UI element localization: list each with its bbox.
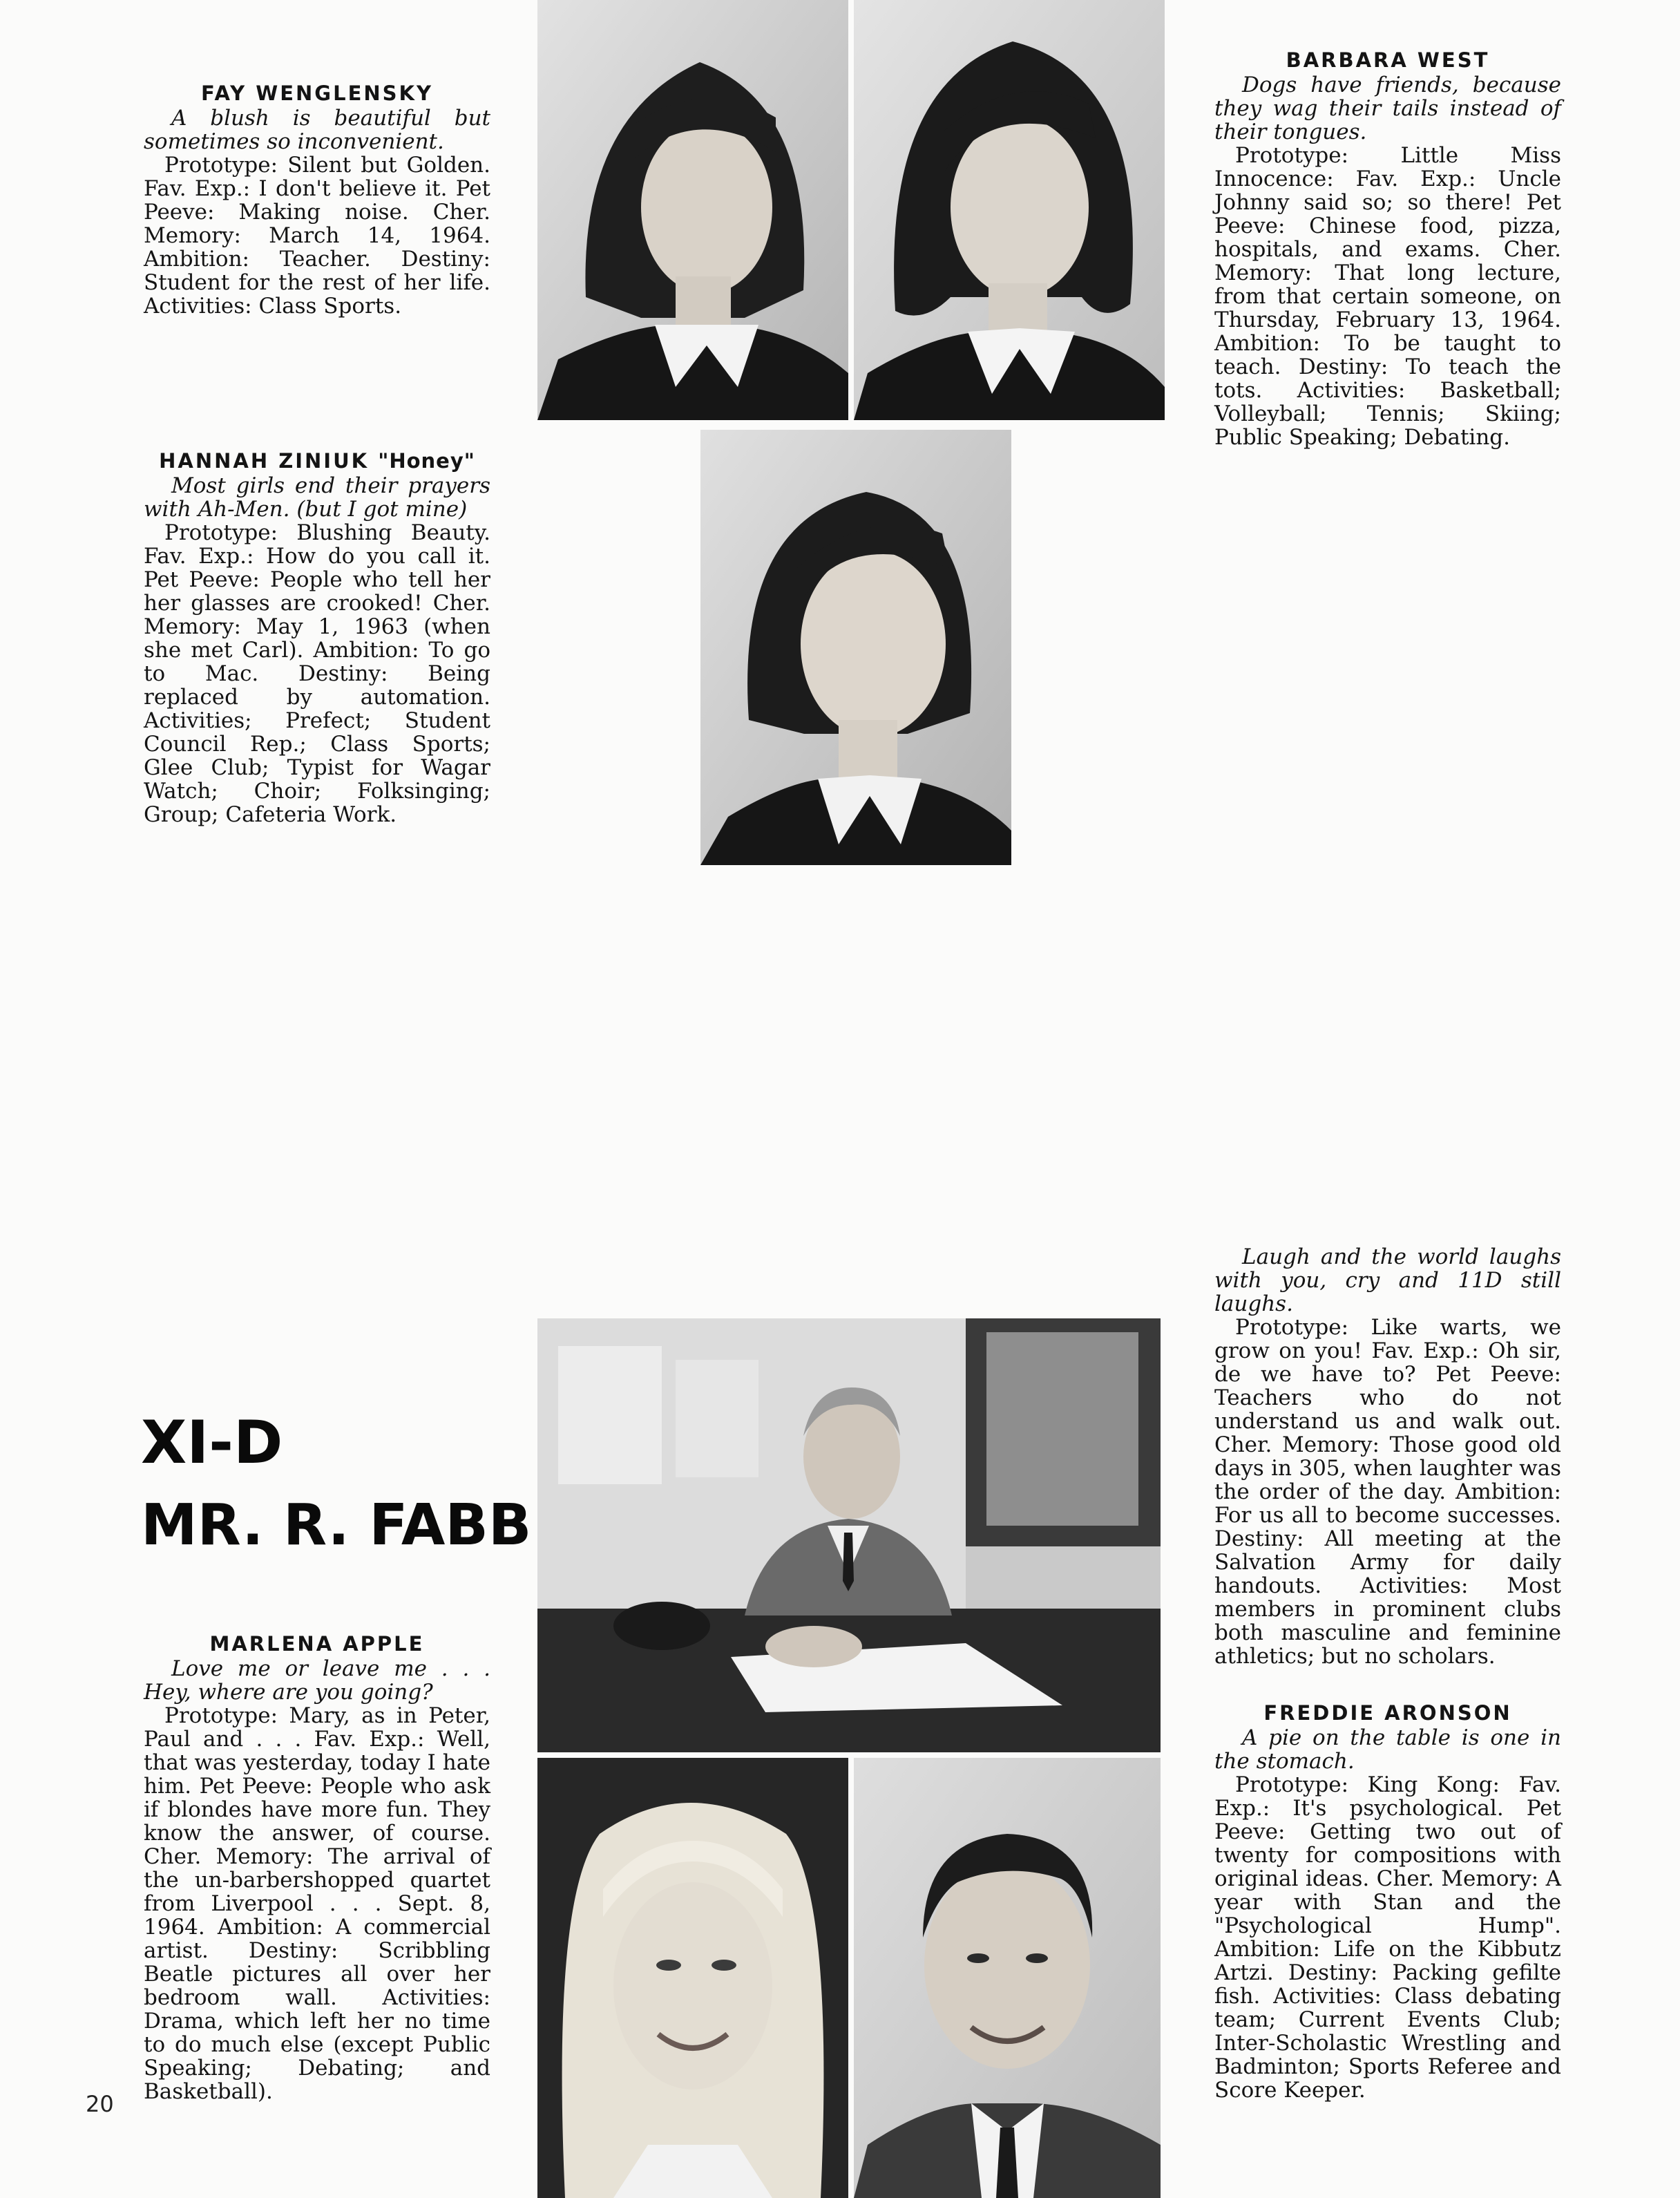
photo-teacher-at-desk <box>537 1318 1161 1752</box>
student-bio: Prototype: Silent but Golden. Fav. Exp.: I don't believe it. Pet Peeve: Making noise. Cher. Memory: March 14, 1964. Ambition: Teacher. Destiny: Student for the rest of her life. Activities: Class Sports. <box>144 153 490 319</box>
student-name: MARLENA APPLE <box>209 1632 425 1656</box>
entry-barbara-west <box>1214 48 1561 449</box>
entry-fay-wenglensky <box>144 82 490 318</box>
student-quote: A blush is beautiful but sometimes so inconvenient. <box>144 106 490 154</box>
class-heading: XI-D <box>141 1408 283 1477</box>
entry-hannah-ziniuk <box>144 449 490 826</box>
student-quote: A pie on the table is one in the stomach. <box>1214 1725 1561 1774</box>
student-nickname: "Honey" <box>378 449 475 473</box>
student-name: HANNAH ZINIUK "Honey" <box>159 449 475 473</box>
entry-marlena-apple <box>144 1632 490 2103</box>
student-bio: Prototype: Blushing Beauty. Fav. Exp.: How do you call it. Pet Peeve: People who tell her her glasses are crooked! Cher. Memory: May 1, 1963 (when she met Carl). Ambition: To go to Mac. Destiny: Being replaced by automation. Activities; Prefect; Student Council Rep.; Class Sports; Glee Club; Typist for Wagar Watch; Choir; Folksinging; Group; Cafeteria Work. <box>144 520 490 827</box>
student-name: FREDDIE ARONSON <box>1263 1701 1512 1725</box>
photo-freddie-aronson <box>854 1758 1161 2198</box>
photo-marlena-apple <box>537 1758 848 2198</box>
entry-class-xi-d <box>1214 1245 1561 1668</box>
entry-freddie-aronson <box>1214 1701 1561 2102</box>
student-quote: Dogs have friends, because they wag their tails instead of their tongues. <box>1214 73 1561 144</box>
class-quote: Laugh and the world laughs with you, cry and 11D still laughs. <box>1214 1244 1561 1316</box>
teacher-heading: MR. R. FABB <box>141 1493 532 1558</box>
photo-fay-wenglensky <box>537 0 848 420</box>
student-quote: Most girls end their prayers with Ah-Men. (but I got mine) <box>144 473 490 522</box>
student-bio: Prototype: Mary, as in Peter, Paul and . . . Fav. Exp.: Well, that was yesterday, today I hate him. Pet Peeve: People who ask if blondes have more fun. They know the answer, of course. Cher. Memory: The arrival of the un-barbershopped quartet from Liverpool . . . Sept. 8, 1964. Ambition: A commercial artist. Destiny: Scribbling Beatle pictures all over her bedroom wall. Activities: Drama, which left her no time to do much else (except Public Speaking; Debating; and Basketball). <box>144 1703 490 2104</box>
student-bio: Prototype: King Kong: Fav. Exp.: It's psychological. Pet Peeve: Getting two out of twenty for compositions with original ideas. Cher. Memory: A year with Stan and the "Psychological Hump". Ambition: Life on the Kibbutz Artzi. Destiny: Packing gefilte fish. Activities: Class debating team; Current Events Club; Inter-Scholastic Wrestling and Badminton; Sports Referee and Score Keeper. <box>1214 1772 1561 2103</box>
student-name: FAY WENGLENSKY <box>200 82 434 105</box>
student-quote: Love me or leave me . . . Hey, where are you going? <box>144 1656 490 1705</box>
photo-barbara-west <box>854 0 1165 420</box>
student-name: BARBARA WEST <box>1286 48 1490 72</box>
class-bio: Prototype: Like warts, we grow on you! Fav. Exp.: Oh sir, de we have to? Pet Peeve: Teachers who do not understand us and walk out. Cher. Memory: Those good old days in 305, when laughter was the order of the day. Ambition: For us all to become successes. Destiny: All meeting at the Salvation Army for daily handouts. Activities: Most members in prominent clubs both masculine and feminine athletics; but no scholars. <box>1214 1315 1561 1669</box>
student-bio: Prototype: Little Miss Innocence: Fav. Exp.: Uncle Johnny said so; so there! Pet Peeve: Chinese food, pizza, hospitals, and exams. Cher. Memory: That long lecture, from that certain someone, on Thursday, February 13, 1964. Ambition: To be taught to teach. Destiny: To teach the tots. Activities: Basketball; Volleyball; Tennis; Skiing; Public Speaking; Debating. <box>1214 143 1561 450</box>
photo-hannah-ziniuk <box>700 430 1011 865</box>
page-number: 20 <box>86 2091 114 2117</box>
